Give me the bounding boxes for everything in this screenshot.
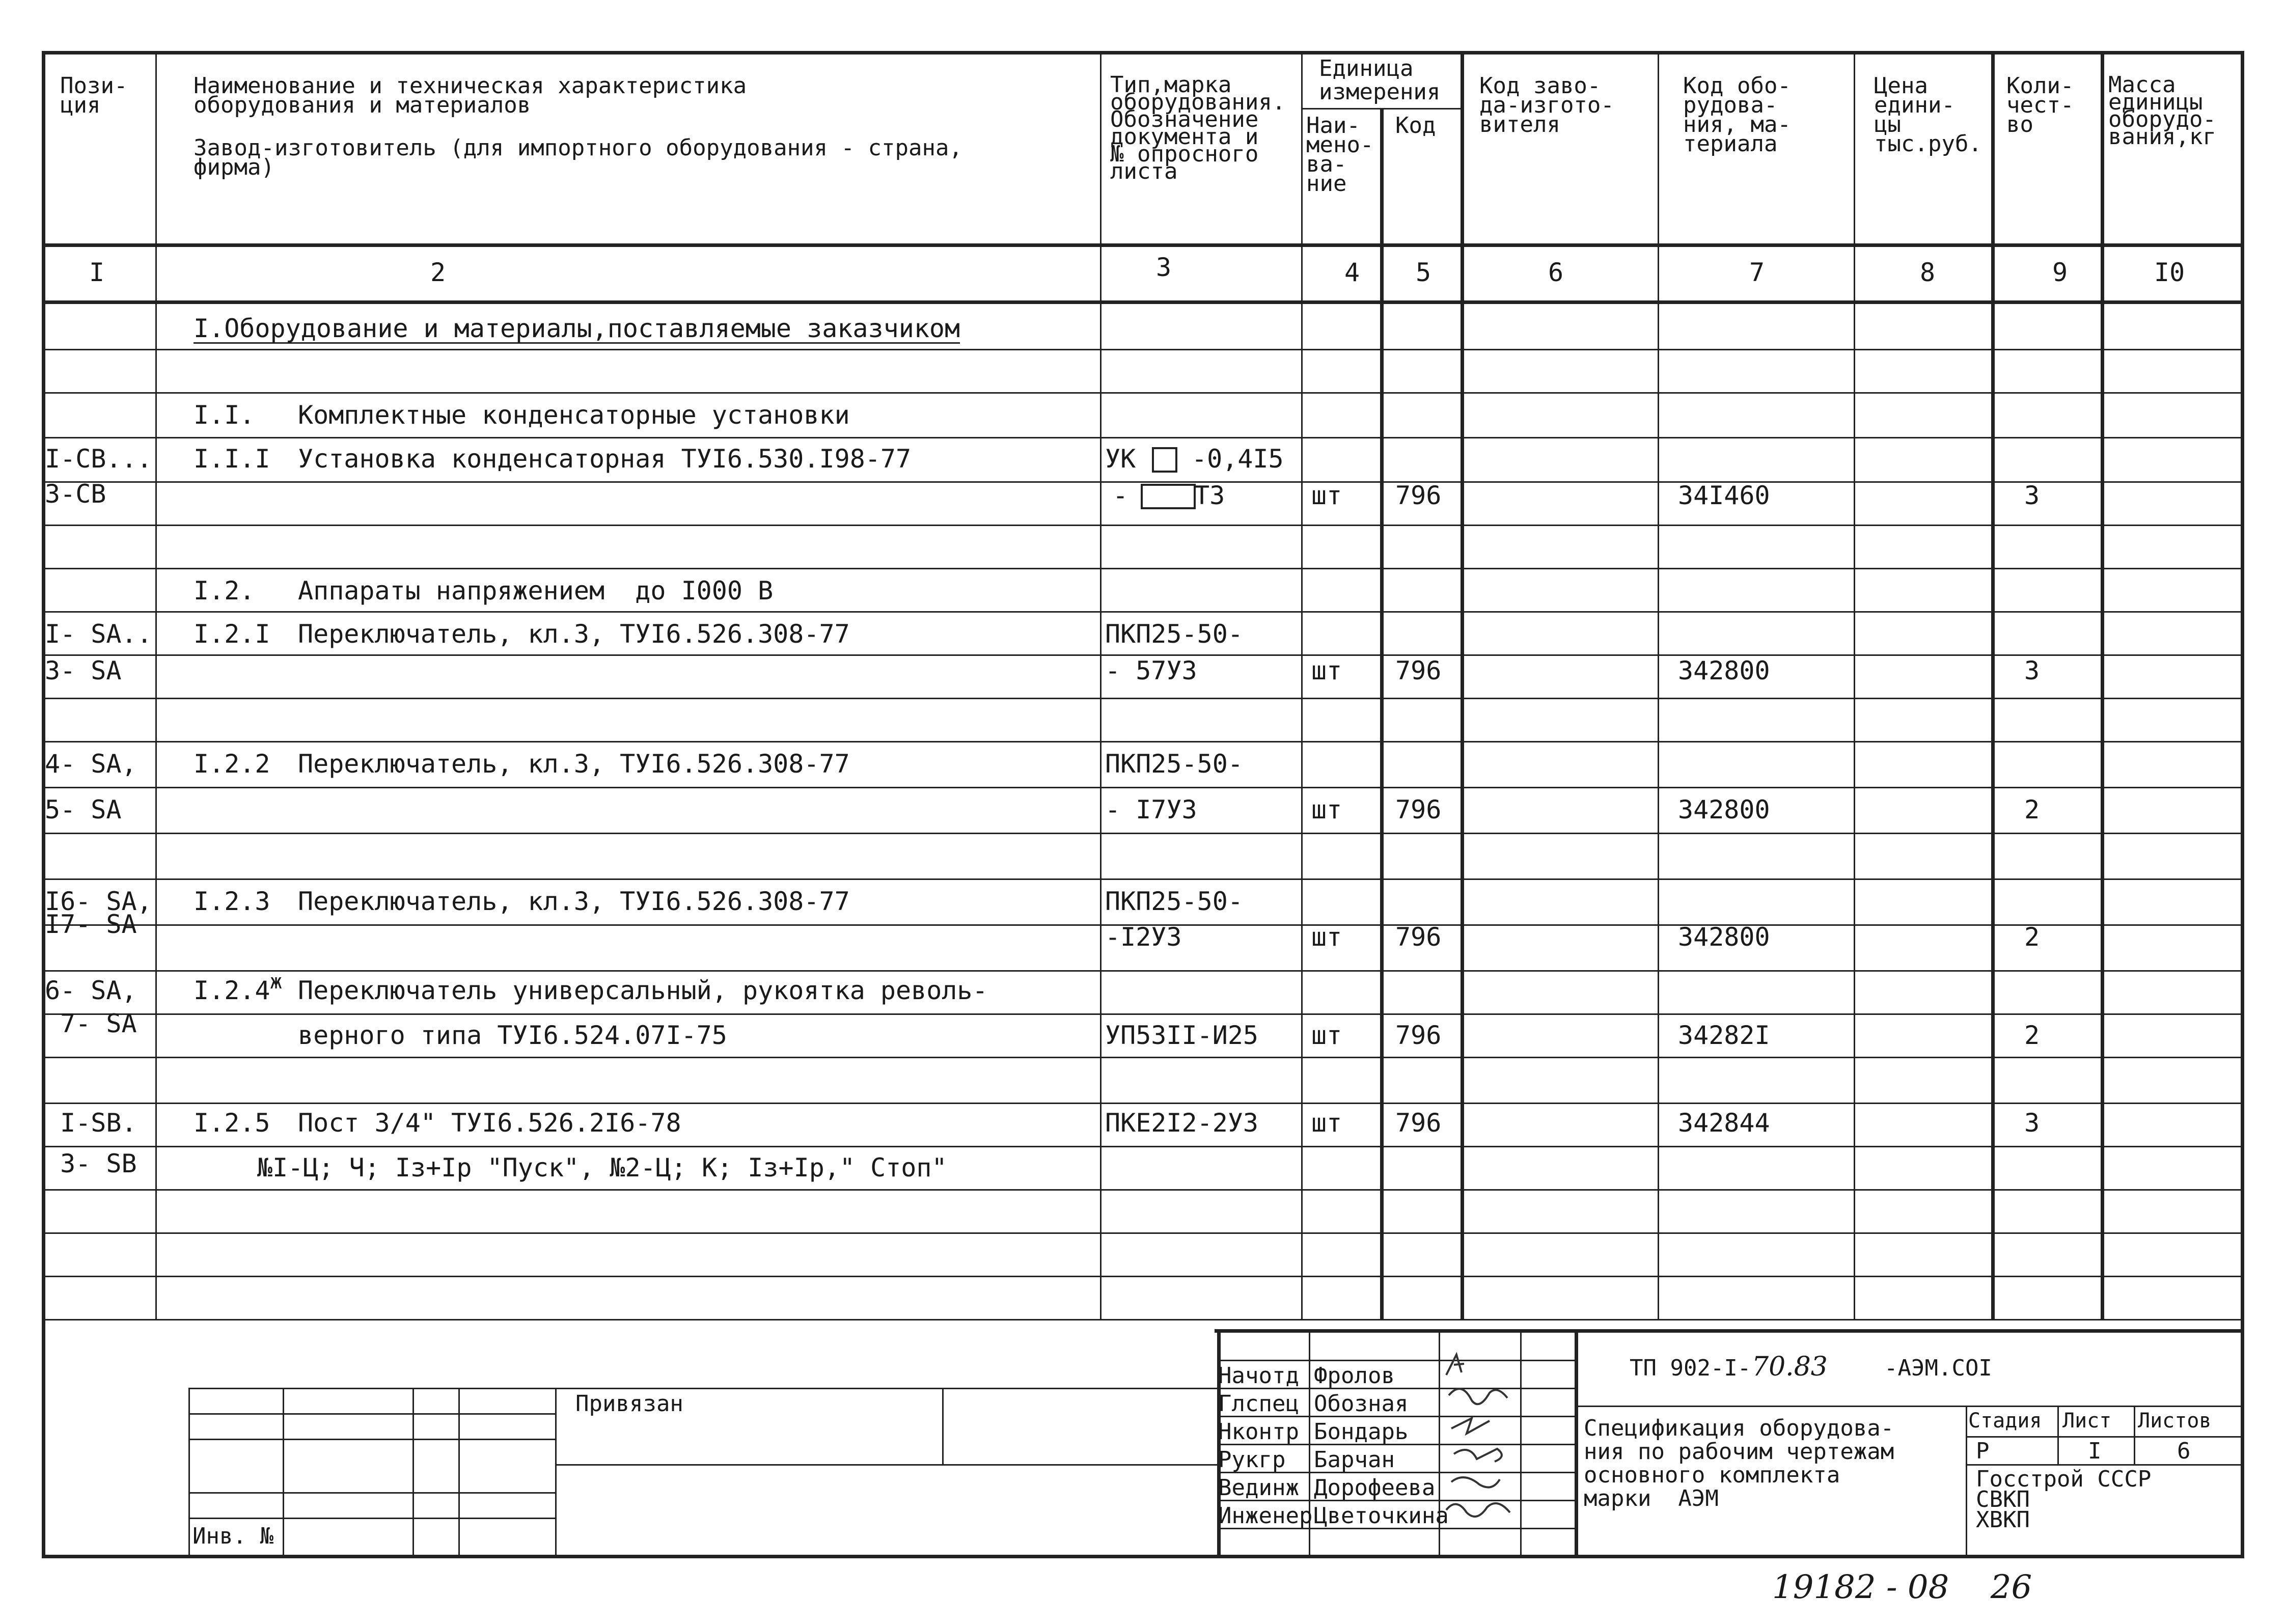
table-row-unit: шт	[1311, 481, 1342, 510]
section-1-2-number: I.2.	[194, 576, 255, 605]
table-row-unit: шт	[1311, 922, 1342, 952]
header-quantity: Коли- чест- во	[2006, 73, 2074, 137]
table-row-unit: шт	[1311, 656, 1342, 685]
signatures-image	[1441, 1344, 1518, 1553]
signer-name: Фролов	[1314, 1363, 1395, 1389]
table-row-quantity: 2	[2024, 1021, 2040, 1050]
table-row-name: Переключатель, кл.3, ТУI6.526.308-77	[298, 749, 850, 779]
table-row-equipment-code: 342800	[1678, 795, 1770, 824]
table-row-type: УП53II-И25	[1105, 1021, 1259, 1050]
inventory-number-label: Инв. №	[192, 1523, 273, 1549]
table-row-position: 6- SA,	[45, 976, 137, 1005]
table-row-number: I.2.2	[194, 749, 270, 779]
col-number-5: 5	[1416, 258, 1431, 287]
document-code: ТП 902-I-	[1630, 1355, 1751, 1381]
table-row-equipment-code: 34I460	[1678, 481, 1770, 510]
table-row-note: №I-Ц; Ч; Iз+Iр "Пуск", №2-Ц; К; Iз+Iр," Стоп"	[257, 1153, 947, 1182]
stage-value: Р	[1976, 1438, 1990, 1464]
attached-label: Привязан	[575, 1391, 683, 1417]
table-row-equipment-code: 342800	[1678, 656, 1770, 685]
table-row-type: ПКП25-50-	[1105, 749, 1243, 779]
table-row-position: I- SA..	[45, 619, 152, 649]
section-1-1-title: Комплектные конденсаторные установки	[298, 400, 850, 430]
header-unit-code: Код	[1395, 113, 1436, 139]
col-number-3: 3	[1156, 253, 1172, 282]
table-row-unit: шт	[1311, 795, 1342, 824]
table-row-position: 4- SA,	[45, 749, 137, 779]
table-row-equipment-code: 34282I	[1678, 1021, 1770, 1050]
section-1-2-title: Аппараты напряжением до I000 В	[298, 576, 774, 605]
table-row-position: 3-CB	[45, 479, 106, 509]
table-row-unit-code: 796	[1395, 656, 1442, 685]
col-number-10: I0	[2154, 258, 2185, 287]
table-row-position: 5- SA	[45, 795, 122, 824]
table-row-unit-code: 796	[1395, 481, 1442, 510]
col-number-7: 7	[1749, 258, 1765, 287]
table-row-unit-code: 796	[1395, 1021, 1442, 1050]
table-row-position: I-SB.	[45, 1108, 137, 1138]
section-1-title: I.Оборудование и материалы,поставляемые заказчиком	[194, 314, 960, 343]
table-row-type-suffix: ТЗ	[1194, 481, 1225, 510]
table-row-equipment-code: 342844	[1678, 1108, 1770, 1138]
document-code-handwritten: 70.83	[1752, 1352, 1828, 1382]
table-row-type: ПКП25-50-	[1105, 887, 1243, 916]
header-type: Тип,марка оборудования. Обозначение документа и № опросного листа	[1110, 72, 1286, 184]
col-number-1: I	[89, 258, 105, 287]
stage-label: Стадия	[1968, 1409, 2042, 1433]
table-row-quantity: 3	[2024, 481, 2040, 510]
table-row-type-suffix: -0,4I5	[1192, 444, 1284, 474]
table-row-type: -I2У3	[1105, 922, 1182, 952]
organization: Госстрой СССР СВКП ХВКП	[1976, 1466, 2152, 1533]
table-row-position: I6- SA,	[45, 887, 152, 916]
header-manufacturer: Завод-изготовитель (для импортного оборудования - страна, фирма)	[194, 135, 962, 180]
col-number-9: 9	[2052, 258, 2068, 287]
archive-number-handwritten: 19182 - 08 26	[1772, 1568, 2032, 1606]
table-row-unit: шт	[1311, 1021, 1342, 1050]
header-mass: Масса единицы оборудо- вания,кг	[2108, 72, 2216, 150]
header-position: Пози- ция	[60, 73, 128, 118]
table-row-unit-code: 796	[1395, 1108, 1442, 1138]
sheets-value: 6	[2177, 1438, 2191, 1464]
signer-name: Обозная	[1314, 1391, 1409, 1417]
sheets-label: Листов	[2138, 1409, 2212, 1433]
table-row-position: 3- SB	[45, 1149, 137, 1178]
table-row-number: I.2.3	[194, 887, 270, 916]
table-row-name: верного типа ТУI6.524.07I-75	[298, 1021, 727, 1050]
header-unit: Единица измерения	[1319, 56, 1441, 105]
table-row-type: -	[1113, 481, 1128, 510]
footnote-mark: ж	[270, 970, 283, 994]
header-equipment-code: Код обо- рудова- ния, ма- териала	[1683, 73, 1791, 157]
signer-name: Цветочкина	[1314, 1503, 1449, 1529]
header-plant-code: Код заво- да-изгото- вителя	[1479, 73, 1614, 137]
table-row-quantity: 2	[2024, 922, 2040, 952]
col-number-4: 4	[1344, 258, 1360, 287]
table-row-number: I.I.I	[194, 444, 270, 474]
table-row-quantity: 2	[2024, 795, 2040, 824]
role-label: Вединж	[1218, 1475, 1299, 1501]
table-row-name: Установка конденсаторная ТУI6.530.I98-77	[298, 444, 912, 474]
table-row-position: I7- SA	[45, 910, 137, 939]
table-row-name: Переключатель универсальный, рукоятка револь-	[298, 976, 988, 1005]
header-name: Наименование и техническая характеристика оборудования и материалов	[194, 73, 747, 118]
document-title: Спецификация оборудова- ния по рабочим чертежам основного комплекта марки АЭМ	[1584, 1415, 1894, 1511]
table-row-position: I-CB...	[45, 444, 152, 474]
table-row-number: I.2.4	[194, 976, 270, 1005]
table-row-name: Переключатель, кл.3, ТУI6.526.308-77	[298, 619, 850, 649]
table-row-type: ПКП25-50-	[1105, 619, 1243, 649]
role-label: Глспец	[1218, 1391, 1299, 1417]
table-row-quantity: 3	[2024, 1108, 2040, 1138]
role-label: Инженер	[1218, 1503, 1313, 1529]
col-number-8: 8	[1920, 258, 1936, 287]
table-row-position: 3- SA	[45, 656, 122, 685]
table-row-unit: шт	[1311, 1108, 1342, 1138]
table-row-type: - 57У3	[1105, 656, 1197, 685]
header-unit-name: Наи- мено- ва- ние	[1306, 113, 1374, 197]
signer-name: Бондарь	[1314, 1419, 1409, 1445]
table-row-position: 7- SA	[45, 1009, 137, 1038]
signer-name: Дорофеева	[1314, 1475, 1436, 1501]
sheet-value: I	[2088, 1438, 2102, 1464]
table-row-type: ПКЕ2I2-2У3	[1105, 1108, 1259, 1138]
table-row-number: I.2.5	[194, 1108, 270, 1138]
table-row-type: УК	[1105, 444, 1136, 474]
sheet-label: Лист	[2062, 1409, 2112, 1433]
role-label: Начотд	[1218, 1363, 1299, 1389]
table-row-unit-code: 796	[1395, 922, 1442, 952]
table-row-name: Пост 3/4" ТУI6.526.2I6-78	[298, 1108, 681, 1138]
section-1-1-number: I.I.	[194, 400, 255, 430]
table-row-name: Переключатель, кл.3, ТУI6.526.308-77	[298, 887, 850, 916]
col-number-6: 6	[1548, 258, 1564, 287]
col-number-2: 2	[430, 258, 446, 287]
table-row-unit-code: 796	[1395, 795, 1442, 824]
signer-name: Барчан	[1314, 1447, 1395, 1473]
document-code-suffix: -АЭМ.СОI	[1884, 1355, 1992, 1381]
role-label: Нконтр	[1218, 1419, 1299, 1445]
table-row-equipment-code: 342800	[1678, 922, 1770, 952]
role-label: Рукгр	[1218, 1447, 1286, 1473]
table-row-number: I.2.I	[194, 619, 270, 649]
table-row-type: - I7У3	[1105, 795, 1197, 824]
header-unit-price: Цена едини- цы тыс.руб.	[1874, 73, 1982, 157]
blank-box-icon	[1152, 447, 1177, 473]
blank-box-icon	[1141, 484, 1196, 509]
table-row-quantity: 3	[2024, 656, 2040, 685]
